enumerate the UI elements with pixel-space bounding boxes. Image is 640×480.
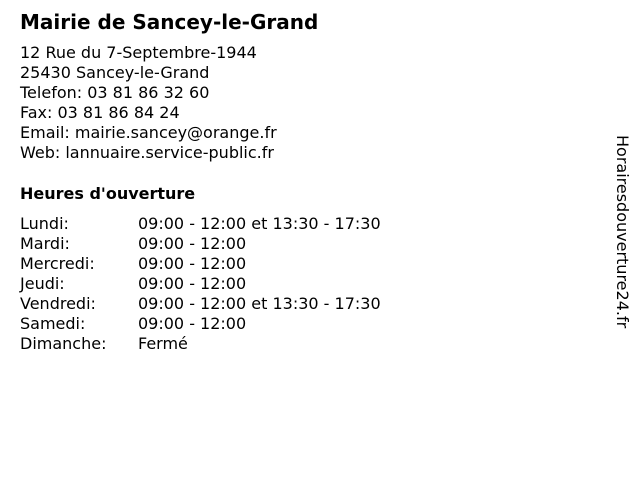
time-value: 09:00 - 12:00 [138, 254, 247, 273]
site-watermark: Horairesdouverture24.fr [613, 135, 632, 329]
phone-number: Telefon: 03 81 86 32 60 [20, 83, 210, 102]
hours-heading: Heures d'ouverture [20, 184, 196, 203]
time-value: 09:00 - 12:00 [138, 274, 247, 293]
time-value: 09:00 - 12:00 et 13:30 - 17:30 [138, 214, 381, 233]
hours-row-monday [20, 214, 381, 234]
day-label: Mercredi: [20, 254, 95, 273]
city-postcode: 25430 Sancey-le-Grand [20, 63, 210, 82]
page-title: Mairie de Sancey-le-Grand [20, 10, 319, 34]
email-address: Email: mairie.sancey@orange.fr [20, 123, 277, 142]
day-label: Mardi: [20, 234, 70, 253]
day-label: Lundi: [20, 214, 69, 233]
day-label: Jeudi: [20, 274, 65, 293]
time-value: Fermé [138, 334, 188, 353]
time-value: 09:00 - 12:00 et 13:30 - 17:30 [138, 294, 381, 313]
street-address: 12 Rue du 7-Septembre-1944 [20, 43, 257, 62]
day-label: Samedi: [20, 314, 86, 333]
hours-row-tuesday [20, 234, 381, 254]
time-value: 09:00 - 12:00 [138, 234, 247, 253]
time-value: 09:00 - 12:00 [138, 314, 247, 333]
hours-row-sunday [20, 334, 381, 354]
day-label: Vendredi: [20, 294, 96, 313]
hours-row-thursday [20, 274, 381, 294]
hours-row-friday [20, 294, 381, 314]
address-block [20, 43, 277, 163]
website: Web: lannuaire.service-public.fr [20, 143, 274, 162]
hours-table [20, 214, 381, 354]
fax-number: Fax: 03 81 86 84 24 [20, 103, 180, 122]
day-label: Dimanche: [20, 334, 107, 353]
hours-row-saturday [20, 314, 381, 334]
hours-row-wednesday [20, 254, 381, 274]
